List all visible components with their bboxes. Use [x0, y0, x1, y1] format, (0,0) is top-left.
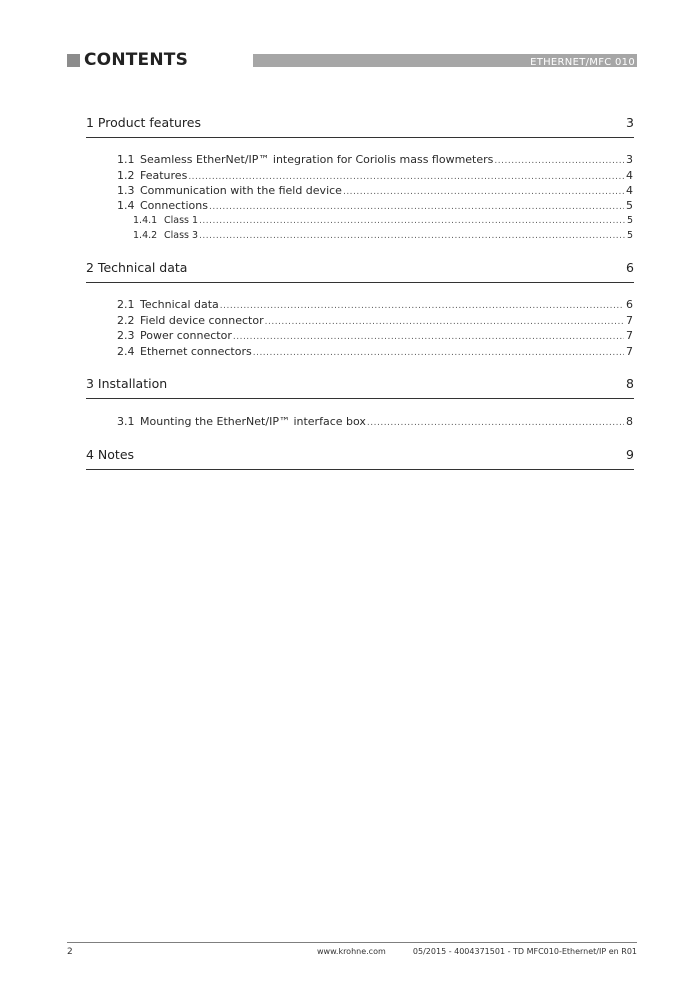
- entry-title: Features: [140, 169, 188, 182]
- entry-title: Technical data: [140, 298, 219, 311]
- dot-leader: [220, 299, 624, 313]
- page-footer: [67, 942, 637, 959]
- toc-entry-1-4-1[interactable]: [133, 215, 633, 227]
- dot-leader: [265, 315, 624, 329]
- dot-leader: [199, 230, 625, 242]
- toc-entry-2-2[interactable]: [117, 314, 633, 329]
- entry-number: 1.3: [117, 184, 135, 197]
- entry-page: 5: [626, 199, 633, 212]
- toc-entry-1-2[interactable]: [117, 169, 633, 184]
- entry-page: 4: [626, 169, 633, 182]
- toc-chapter-4[interactable]: [86, 447, 634, 470]
- header-bar: [253, 54, 637, 67]
- entry-page: 5: [626, 215, 633, 226]
- entry-page: 7: [626, 314, 633, 327]
- entry-number: 1.2: [117, 169, 135, 182]
- entry-number: 1.4: [117, 199, 135, 212]
- header-doc-label: ETHERNET/MFC 010: [530, 57, 635, 68]
- entry-page: 7: [626, 345, 633, 358]
- chapter-page: 6: [626, 260, 634, 275]
- chapter-label: 2 Technical data: [86, 260, 188, 275]
- toc-entry-2-1[interactable]: [117, 298, 633, 313]
- entry-number: 2.3: [117, 329, 135, 342]
- toc-entry-1-3[interactable]: [117, 184, 633, 199]
- dot-leader: [343, 185, 624, 199]
- page-header: [67, 52, 637, 68]
- entry-number: 2.1: [117, 298, 135, 311]
- entry-title: Communication with the field device: [140, 184, 342, 197]
- dot-leader: [199, 215, 625, 227]
- entry-page: 3: [626, 153, 633, 166]
- toc-chapter-2[interactable]: [86, 260, 634, 283]
- entry-number: 2.2: [117, 314, 135, 327]
- chapter-label: 1 Product features: [86, 115, 202, 130]
- dot-leader: [209, 200, 624, 214]
- entry-title: Seamless EtherNet/IP™ integration for Coriolis mass flowmeters: [140, 153, 494, 166]
- entry-title: Field device connector: [140, 314, 264, 327]
- toc-entry-3-1[interactable]: [117, 415, 633, 430]
- footer-website-link[interactable]: www.krohne.com: [317, 947, 386, 956]
- chapter-label: 4 Notes: [86, 447, 135, 462]
- chapter-label: 3 Installation: [86, 376, 168, 391]
- dot-leader: [188, 170, 624, 184]
- chapter-page: 3: [626, 115, 634, 130]
- entry-title: Power connector: [140, 329, 232, 342]
- dot-leader: [233, 330, 624, 344]
- chapter-page: 9: [626, 447, 634, 462]
- toc-chapter-1[interactable]: [86, 115, 634, 138]
- entry-title: Class 3: [164, 230, 199, 241]
- entry-title: Class 1: [164, 215, 199, 226]
- entry-title: Connections: [140, 199, 208, 212]
- entry-number: 1.1: [117, 153, 135, 166]
- toc-entry-1-4[interactable]: [117, 199, 633, 214]
- entry-page: 7: [626, 329, 633, 342]
- footer-page-number: 2: [67, 947, 73, 957]
- dot-leader: [494, 154, 624, 168]
- entry-number: 1.4.1: [133, 215, 158, 226]
- header-square-marker: [67, 54, 80, 67]
- entry-page: 6: [626, 298, 633, 311]
- entry-number: 3.1: [117, 415, 135, 428]
- dot-leader: [367, 416, 624, 430]
- entry-title: Mounting the EtherNet/IP™ interface box: [140, 415, 366, 428]
- entry-page: 5: [626, 230, 633, 241]
- entry-page: 8: [626, 415, 633, 428]
- toc-entry-2-4[interactable]: [117, 345, 633, 360]
- entry-title: Ethernet connectors: [140, 345, 252, 358]
- entry-number: 1.4.2: [133, 230, 158, 241]
- chapter-page: 8: [626, 376, 634, 391]
- toc-entry-1-1[interactable]: [117, 153, 633, 168]
- page-title: CONTENTS: [84, 50, 189, 70]
- dot-leader: [253, 346, 624, 360]
- toc-entry-1-4-2[interactable]: [133, 230, 633, 242]
- toc-entry-2-3[interactable]: [117, 329, 633, 344]
- footer-doc-reference: 05/2015 - 4004371501 - TD MFC010-Ethernet/IP en R01: [412, 947, 637, 956]
- toc-chapter-3[interactable]: [86, 376, 634, 399]
- entry-number: 2.4: [117, 345, 135, 358]
- entry-page: 4: [626, 184, 633, 197]
